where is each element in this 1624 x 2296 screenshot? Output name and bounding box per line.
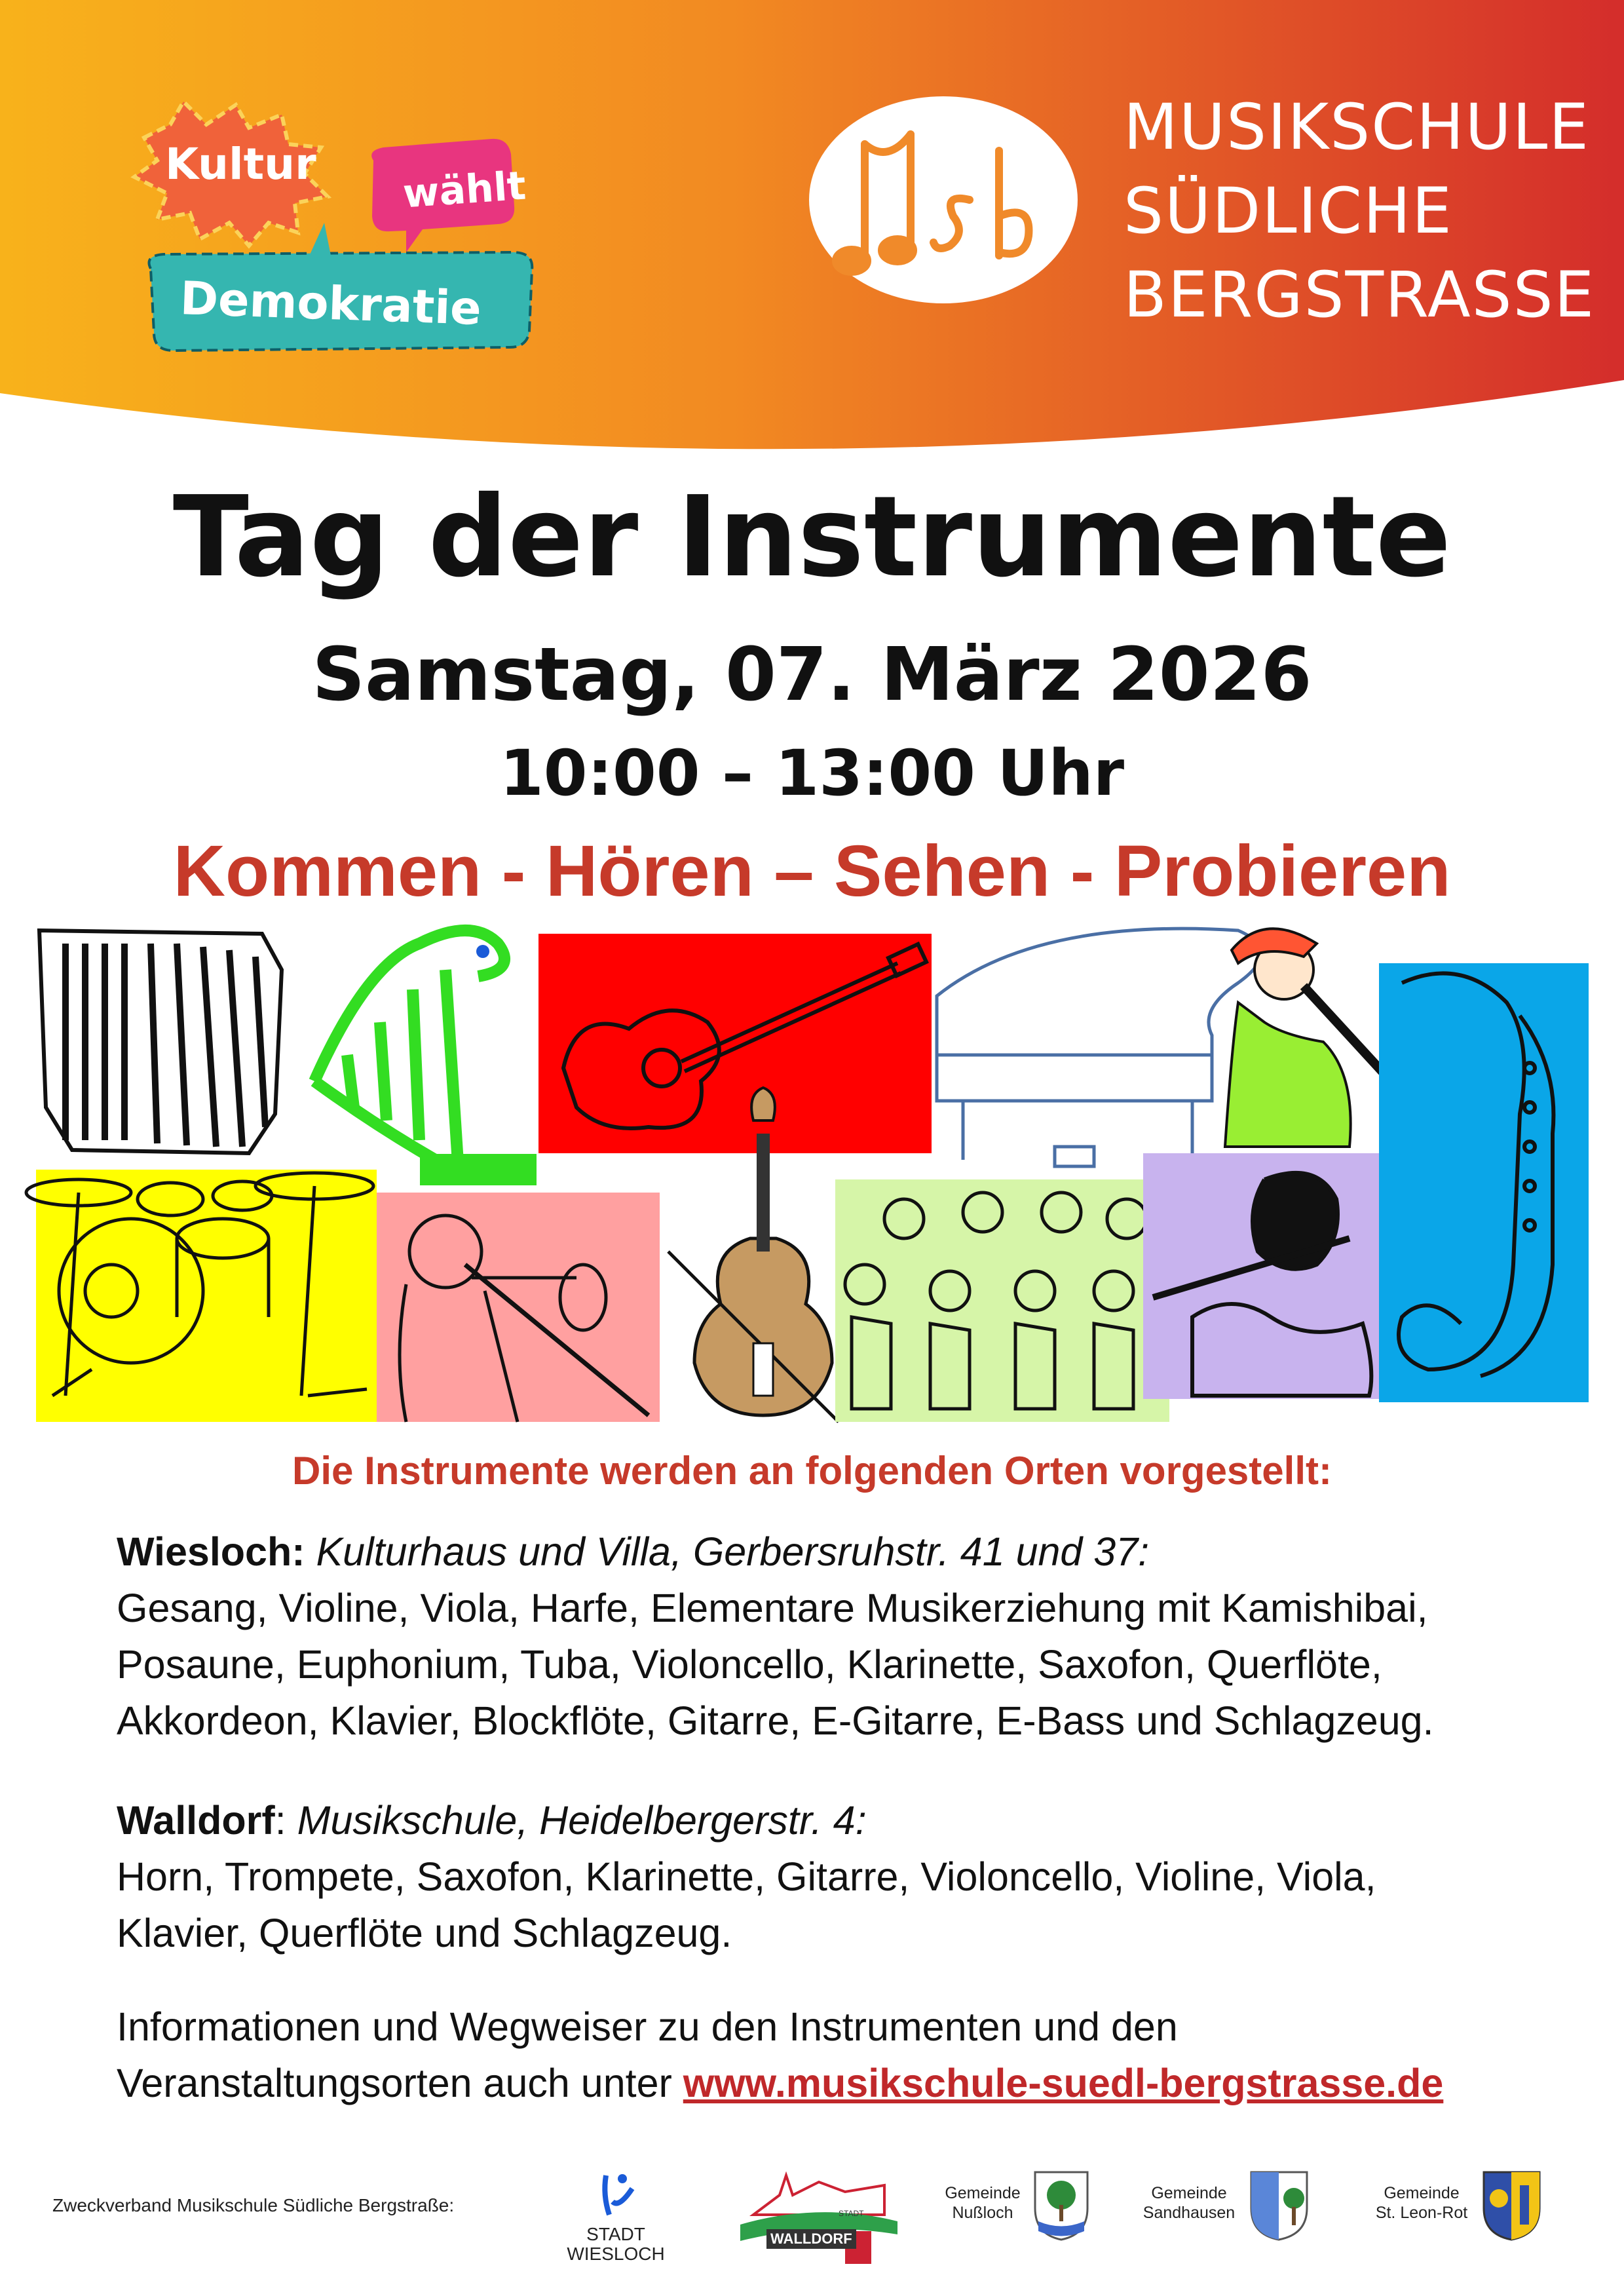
- wiesloch-section: [117, 1523, 1558, 1749]
- harp-icon: [314, 930, 531, 1179]
- walldorf-venue: Musikschule, Heidelbergerstr. 4:: [297, 1798, 867, 1843]
- saxophone-panel: [1379, 963, 1589, 1402]
- walldorf-section: [117, 1792, 1558, 1961]
- musikschule-logo: [803, 92, 1078, 308]
- nussloch-line-1: Gemeinde: [945, 2184, 1021, 2202]
- wiesloch-logo: [537, 2162, 694, 2264]
- school-name-line-1: MUSIKSCHULE: [1124, 90, 1590, 164]
- wiesloch-instruments-1: Gesang, Violine, Viola, Harfe, Elementare Musikerziehung mit Kamishibai,: [117, 1586, 1428, 1630]
- kultur-waehlt-demokratie-logo: [124, 98, 583, 387]
- leonrot-line-1: Gemeinde: [1384, 2184, 1460, 2202]
- accordion-icon: [39, 930, 282, 1153]
- event-title: Tag der Instrumente: [172, 472, 1452, 602]
- school-name: [1124, 85, 1595, 337]
- instrument-collage: [0, 898, 1624, 1435]
- sandhausen-line-1: Gemeinde: [1151, 2184, 1227, 2202]
- kwd-word-demokratie: Demokratie: [179, 271, 483, 335]
- walldorf-logo-small: STADT: [839, 2209, 864, 2218]
- locations-heading: Die Instrumente werden an folgenden Orten vorgestellt:: [292, 1449, 1332, 1493]
- kwd-word-kultur: Kultur: [165, 139, 316, 189]
- walldorf-logo: [740, 2156, 897, 2267]
- event-slogan: Kommen - Hören – Sehen - Probieren: [173, 831, 1451, 911]
- sandhausen-logo: [1140, 2169, 1310, 2248]
- school-name-line-3: BERGSTRASSE: [1124, 258, 1596, 332]
- nussloch-logo: [943, 2169, 1094, 2248]
- walldorf-logo-text: WALLDORF: [766, 2229, 856, 2249]
- info-line-1: Informationen und Wegweiser zu den Instrumenten und den: [117, 2004, 1178, 2049]
- school-name-line-2: SÜDLICHE: [1124, 174, 1453, 248]
- sandhausen-crest-icon: [1248, 2169, 1310, 2241]
- wiesloch-logo-text: STADT WIESLOCH: [567, 2224, 665, 2264]
- info-section: [117, 1999, 1558, 2111]
- wiesloch-town: Wiesloch:: [117, 1529, 305, 1574]
- walldorf-instruments-2: Klavier, Querflöte und Schlagzeug.: [117, 1911, 732, 1955]
- nussloch-line-2: Nußloch: [952, 2204, 1013, 2222]
- website-link[interactable]: www.musikschule-suedl-bergstrasse.de: [683, 2061, 1444, 2105]
- footer-label: Zweckverband Musikschule Südliche Bergstraße:: [52, 2195, 455, 2215]
- wiesloch-instruments-3: Akkordeon, Klavier, Blockflöte, Gitarre, E-Gitarre, E-Bass und Schlagzeug.: [117, 1698, 1434, 1743]
- wiesloch-instruments-2: Posaune, Euphonium, Tuba, Violoncello, Klarinette, Saxofon, Querflöte,: [117, 1642, 1382, 1687]
- walldorf-instruments-1: Horn, Trompete, Saxofon, Klarinette, Gitarre, Violoncello, Violine, Viola,: [117, 1854, 1376, 1899]
- nussloch-crest-icon: [1032, 2169, 1091, 2241]
- leonrot-line-2: St. Leon-Rot: [1375, 2204, 1468, 2222]
- event-time: 10:00 – 13:00 Uhr: [499, 737, 1125, 810]
- st-leon-rot-crest-icon: [1481, 2169, 1543, 2241]
- st-leon-rot-logo: [1369, 2169, 1546, 2248]
- info-line-2: Veranstaltungsorten auch unter: [117, 2061, 683, 2105]
- grand-piano-icon: [937, 928, 1261, 1173]
- wiesloch-venue: Kulturhaus und Villa, Gerbersruhstr. 41 und 37:: [316, 1529, 1150, 1574]
- event-date: Samstag, 07. März 2026: [312, 632, 1312, 718]
- sandhausen-line-2: Sandhausen: [1142, 2204, 1236, 2222]
- walldorf-separator: :: [274, 1798, 297, 1843]
- walldorf-town: Walldorf: [117, 1798, 275, 1843]
- kwd-word-waehlt: wählt: [401, 163, 528, 218]
